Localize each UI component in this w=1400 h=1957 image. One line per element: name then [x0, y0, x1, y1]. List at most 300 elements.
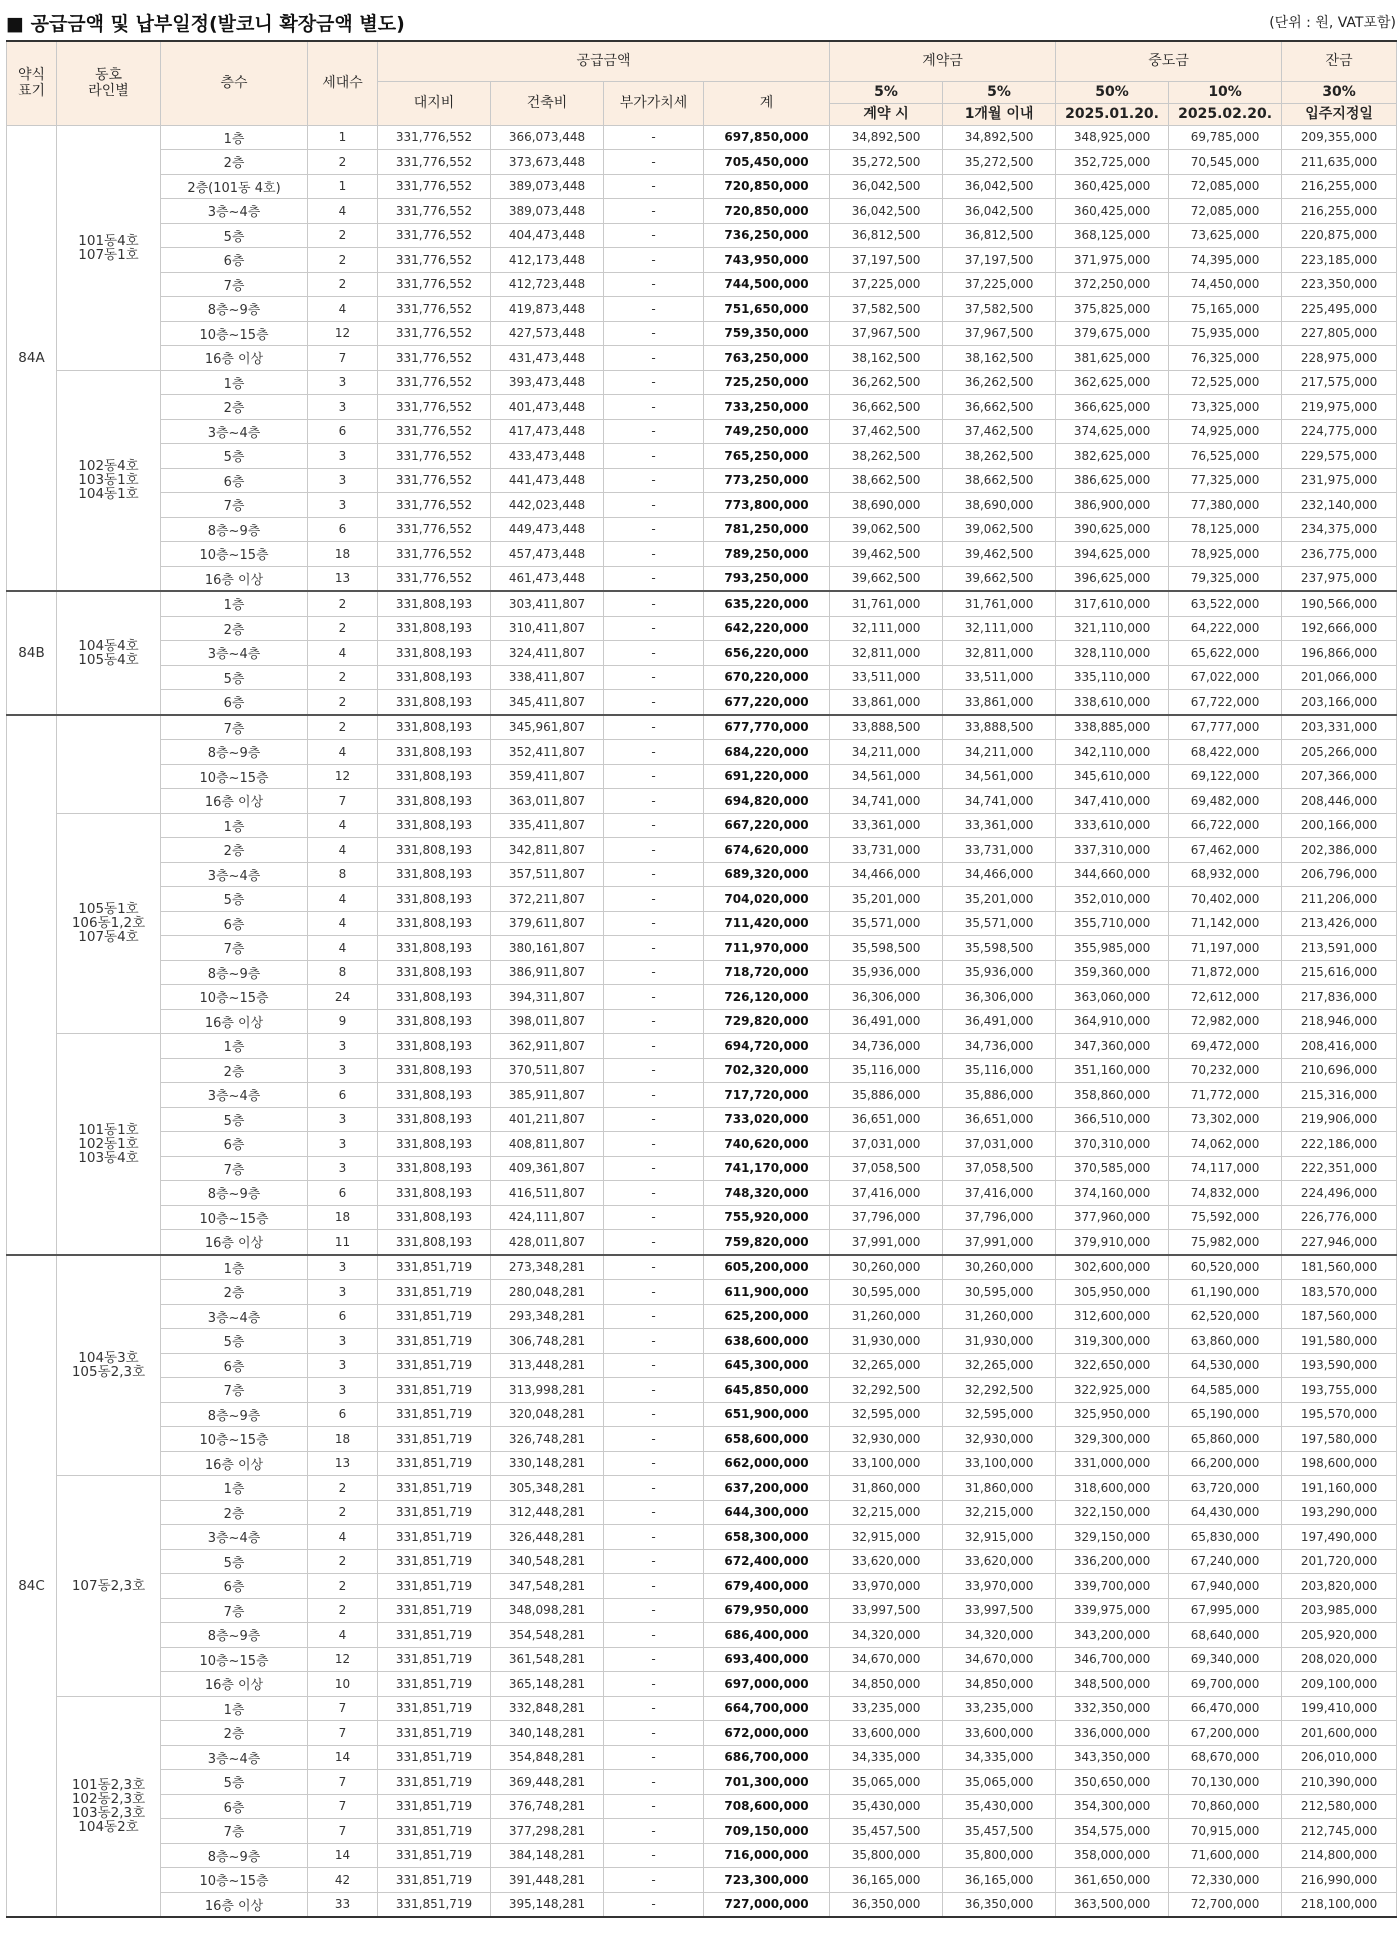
balance-cell: 203,820,000: [1282, 1574, 1397, 1599]
contract-1month-cell: 32,915,000: [943, 1525, 1056, 1550]
total-cell: 793,250,000: [704, 566, 830, 591]
table-row: [7, 1280, 1397, 1305]
contract-1month-cell: 36,812,500: [943, 223, 1056, 248]
land-cell: 331,808,193: [378, 985, 491, 1010]
interim-2-cell: 70,402,000: [1169, 887, 1282, 912]
total-cell: 755,920,000: [704, 1205, 830, 1230]
building-cell: 342,811,807: [491, 838, 604, 863]
units-cell: 4: [308, 911, 378, 936]
floor-cell: 2층: [161, 616, 308, 641]
contract-1month-cell: 31,260,000: [943, 1304, 1056, 1329]
interim-cell: 344,660,000: [1056, 862, 1169, 887]
interim-cell: 329,150,000: [1056, 1525, 1169, 1550]
total-cell: 702,320,000: [704, 1058, 830, 1083]
interim-cell: 371,975,000: [1056, 248, 1169, 273]
balance-cell: 222,351,000: [1282, 1156, 1397, 1181]
vat-cell: -: [604, 395, 704, 420]
total-cell: 727,000,000: [704, 1892, 830, 1917]
contract-cell: 39,662,500: [830, 566, 943, 591]
interim-cell: 386,900,000: [1056, 493, 1169, 518]
contract-1month-cell: 37,796,000: [943, 1205, 1056, 1230]
vat-cell: -: [604, 862, 704, 887]
vat-cell: -: [604, 641, 704, 666]
contract-cell: 33,361,000: [830, 813, 943, 838]
interim-2-cell: 67,995,000: [1169, 1598, 1282, 1623]
contract-1month-cell: 35,116,000: [943, 1058, 1056, 1083]
vat-cell: -: [604, 789, 704, 814]
vat-cell: -: [604, 690, 704, 715]
interim-cell: 396,625,000: [1056, 566, 1169, 591]
land-cell: 331,776,552: [378, 395, 491, 420]
land-cell: 331,851,719: [378, 1427, 491, 1452]
vat-cell: -: [604, 1304, 704, 1329]
floor-cell: 5층: [161, 1770, 308, 1795]
table-row: [7, 665, 1397, 690]
interim-cell: 348,925,000: [1056, 125, 1169, 150]
contract-1month-cell: 32,595,000: [943, 1402, 1056, 1427]
vat-cell: -: [604, 764, 704, 789]
interim-2-cell: 70,130,000: [1169, 1770, 1282, 1795]
balance-cell: 211,635,000: [1282, 150, 1397, 175]
total-cell: 741,170,000: [704, 1156, 830, 1181]
floor-cell: 16층 이상: [161, 1672, 308, 1697]
interim-2-cell: 78,925,000: [1169, 542, 1282, 567]
total-cell: 672,000,000: [704, 1721, 830, 1746]
header-balance: 잔금: [1282, 41, 1397, 81]
vat-cell: -: [604, 444, 704, 469]
building-cell: 332,848,281: [491, 1696, 604, 1721]
vat-cell: -: [604, 1009, 704, 1034]
interim-2-cell: 64,585,000: [1169, 1378, 1282, 1403]
total-cell: 645,850,000: [704, 1378, 830, 1403]
units-cell: 6: [308, 419, 378, 444]
table-row: [7, 1525, 1397, 1550]
total-cell: 689,320,000: [704, 862, 830, 887]
interim-2-cell: 68,670,000: [1169, 1745, 1282, 1770]
units-cell: 1: [308, 174, 378, 199]
interim-2-cell: 63,720,000: [1169, 1476, 1282, 1501]
land-cell: 331,851,719: [378, 1451, 491, 1476]
land-cell: 331,851,719: [378, 1353, 491, 1378]
interim-cell: 366,510,000: [1056, 1107, 1169, 1132]
contract-cell: 32,215,000: [830, 1500, 943, 1525]
table-row: [7, 838, 1397, 863]
building-cell: 385,911,807: [491, 1083, 604, 1108]
total-cell: 701,300,000: [704, 1770, 830, 1795]
total-cell: 733,250,000: [704, 395, 830, 420]
balance-cell: 234,375,000: [1282, 517, 1397, 542]
land-cell: 331,851,719: [378, 1280, 491, 1305]
building-cell: 305,348,281: [491, 1476, 604, 1501]
land-cell: 331,851,719: [378, 1770, 491, 1795]
contract-1month-cell: 36,306,000: [943, 985, 1056, 1010]
contract-cell: 37,031,000: [830, 1132, 943, 1157]
balance-cell: 212,745,000: [1282, 1819, 1397, 1844]
contract-1month-cell: 36,262,500: [943, 370, 1056, 395]
interim-cell: 319,300,000: [1056, 1329, 1169, 1354]
total-cell: 744,500,000: [704, 272, 830, 297]
balance-cell: 197,490,000: [1282, 1525, 1397, 1550]
header-line: 동호 라인별: [57, 41, 161, 125]
line-cell: 104동3호 105동2,3호: [57, 1255, 161, 1476]
header-pct: 5%: [830, 81, 943, 103]
line-cell: 102동4호 103동1호 104동1호: [57, 370, 161, 591]
floor-cell: 5층: [161, 223, 308, 248]
building-cell: 442,023,448: [491, 493, 604, 518]
contract-1month-cell: 31,761,000: [943, 591, 1056, 616]
contract-1month-cell: 36,042,500: [943, 174, 1056, 199]
interim-2-cell: 74,832,000: [1169, 1181, 1282, 1206]
floor-cell: 3층~4층: [161, 199, 308, 224]
units-cell: 3: [308, 1034, 378, 1059]
floor-cell: 2층(101동 4호): [161, 174, 308, 199]
units-cell: 2: [308, 715, 378, 740]
table-row: [7, 1647, 1397, 1672]
balance-cell: 228,975,000: [1282, 346, 1397, 371]
balance-cell: 209,100,000: [1282, 1672, 1397, 1697]
units-cell: 4: [308, 740, 378, 765]
contract-1month-cell: 34,736,000: [943, 1034, 1056, 1059]
floor-cell: 8층~9층: [161, 1402, 308, 1427]
balance-cell: 213,591,000: [1282, 936, 1397, 961]
vat-cell: -: [604, 936, 704, 961]
interim-cell: 374,160,000: [1056, 1181, 1169, 1206]
units-cell: 3: [308, 444, 378, 469]
contract-cell: 39,462,500: [830, 542, 943, 567]
interim-cell: 375,825,000: [1056, 297, 1169, 322]
total-cell: 726,120,000: [704, 985, 830, 1010]
building-cell: 326,448,281: [491, 1525, 604, 1550]
building-cell: 391,448,281: [491, 1868, 604, 1893]
contract-cell: 32,930,000: [830, 1427, 943, 1452]
balance-cell: 231,975,000: [1282, 468, 1397, 493]
building-cell: 354,548,281: [491, 1623, 604, 1648]
building-cell: 354,848,281: [491, 1745, 604, 1770]
table-row: [7, 1255, 1397, 1280]
table-row: [7, 1451, 1397, 1476]
line-cell: 105동1호 106동1,2호 107동4호: [57, 813, 161, 1034]
floor-cell: 2층: [161, 1721, 308, 1746]
land-cell: 331,776,552: [378, 566, 491, 591]
table-body: [7, 125, 1397, 1917]
floor-cell: 1층: [161, 370, 308, 395]
contract-1month-cell: 32,215,000: [943, 1500, 1056, 1525]
balance-cell: 210,390,000: [1282, 1770, 1397, 1795]
vat-cell: -: [604, 1280, 704, 1305]
contract-cell: 37,197,500: [830, 248, 943, 273]
building-cell: 280,048,281: [491, 1280, 604, 1305]
floor-cell: 16층 이상: [161, 1009, 308, 1034]
units-cell: 3: [308, 1280, 378, 1305]
floor-cell: 8층~9층: [161, 297, 308, 322]
contract-cell: 33,861,000: [830, 690, 943, 715]
land-cell: 331,808,193: [378, 838, 491, 863]
units-cell: 4: [308, 838, 378, 863]
contract-1month-cell: 35,571,000: [943, 911, 1056, 936]
floor-cell: 10층~15층: [161, 764, 308, 789]
contract-1month-cell: 37,582,500: [943, 297, 1056, 322]
interim-cell: 348,500,000: [1056, 1672, 1169, 1697]
contract-cell: 34,335,000: [830, 1745, 943, 1770]
interim-2-cell: 67,722,000: [1169, 690, 1282, 715]
type-cell: 84A: [7, 125, 57, 591]
interim-2-cell: 60,520,000: [1169, 1255, 1282, 1280]
table-row: [7, 1058, 1397, 1083]
vat-cell: -: [604, 272, 704, 297]
units-cell: 18: [308, 542, 378, 567]
interim-cell: 374,625,000: [1056, 419, 1169, 444]
land-cell: 331,808,193: [378, 1034, 491, 1059]
interim-2-cell: 69,122,000: [1169, 764, 1282, 789]
interim-cell: 337,310,000: [1056, 838, 1169, 863]
interim-cell: 346,700,000: [1056, 1647, 1169, 1672]
building-cell: 380,161,807: [491, 936, 604, 961]
contract-1month-cell: 32,292,500: [943, 1378, 1056, 1403]
contract-cell: 37,796,000: [830, 1205, 943, 1230]
interim-2-cell: 67,240,000: [1169, 1549, 1282, 1574]
table-row: [7, 1623, 1397, 1648]
units-cell: 4: [308, 297, 378, 322]
floor-cell: 10층~15층: [161, 985, 308, 1010]
balance-cell: 219,906,000: [1282, 1107, 1397, 1132]
total-cell: 686,700,000: [704, 1745, 830, 1770]
interim-cell: 381,625,000: [1056, 346, 1169, 371]
floor-cell: 5층: [161, 887, 308, 912]
contract-1month-cell: 38,690,000: [943, 493, 1056, 518]
header-pct: 10%: [1169, 81, 1282, 103]
building-cell: 363,011,807: [491, 789, 604, 814]
units-cell: 9: [308, 1009, 378, 1034]
interim-cell: 386,625,000: [1056, 468, 1169, 493]
interim-cell: 302,600,000: [1056, 1255, 1169, 1280]
land-cell: 331,808,193: [378, 960, 491, 985]
floor-cell: 8층~9층: [161, 1181, 308, 1206]
building-cell: 352,411,807: [491, 740, 604, 765]
contract-1month-cell: 35,065,000: [943, 1770, 1056, 1795]
land-cell: 331,776,552: [378, 444, 491, 469]
building-cell: 457,473,448: [491, 542, 604, 567]
vat-cell: -: [604, 665, 704, 690]
table-row: [7, 1819, 1397, 1844]
interim-cell: 338,885,000: [1056, 715, 1169, 740]
balance-cell: 225,495,000: [1282, 297, 1397, 322]
table-row: [7, 1500, 1397, 1525]
interim-2-cell: 69,472,000: [1169, 1034, 1282, 1059]
balance-cell: 218,100,000: [1282, 1892, 1397, 1917]
table-row: [7, 370, 1397, 395]
total-cell: 763,250,000: [704, 346, 830, 371]
interim-2-cell: 67,022,000: [1169, 665, 1282, 690]
contract-cell: 36,491,000: [830, 1009, 943, 1034]
balance-cell: 223,185,000: [1282, 248, 1397, 273]
units-cell: 3: [308, 1353, 378, 1378]
balance-cell: 216,990,000: [1282, 1868, 1397, 1893]
units-cell: 4: [308, 199, 378, 224]
building-cell: 412,173,448: [491, 248, 604, 273]
building-cell: 461,473,448: [491, 566, 604, 591]
contract-cell: 37,058,500: [830, 1156, 943, 1181]
header-timing: 2025.02.20.: [1169, 103, 1282, 125]
contract-cell: 34,561,000: [830, 764, 943, 789]
interim-cell: 343,200,000: [1056, 1623, 1169, 1648]
balance-cell: 203,331,000: [1282, 715, 1397, 740]
interim-2-cell: 78,125,000: [1169, 517, 1282, 542]
interim-2-cell: 67,940,000: [1169, 1574, 1282, 1599]
total-cell: 736,250,000: [704, 223, 830, 248]
floor-cell: 2층: [161, 1500, 308, 1525]
land-cell: 331,808,193: [378, 740, 491, 765]
land-cell: 331,851,719: [378, 1476, 491, 1501]
interim-2-cell: 70,915,000: [1169, 1819, 1282, 1844]
total-cell: 637,200,000: [704, 1476, 830, 1501]
contract-cell: 35,201,000: [830, 887, 943, 912]
contract-cell: 36,812,500: [830, 223, 943, 248]
interim-2-cell: 68,422,000: [1169, 740, 1282, 765]
floor-cell: 16층 이상: [161, 1892, 308, 1917]
total-cell: 733,020,000: [704, 1107, 830, 1132]
land-cell: 331,851,719: [378, 1672, 491, 1697]
balance-cell: 206,796,000: [1282, 862, 1397, 887]
interim-2-cell: 65,622,000: [1169, 641, 1282, 666]
vat-cell: -: [604, 346, 704, 371]
building-cell: 389,073,448: [491, 199, 604, 224]
units-cell: 7: [308, 789, 378, 814]
contract-cell: 33,970,000: [830, 1574, 943, 1599]
land-cell: 331,851,719: [378, 1868, 491, 1893]
table-row: [7, 1230, 1397, 1255]
table-row: [7, 1132, 1397, 1157]
total-cell: 670,220,000: [704, 665, 830, 690]
interim-2-cell: 73,325,000: [1169, 395, 1282, 420]
land-cell: 331,808,193: [378, 591, 491, 616]
total-cell: 759,350,000: [704, 321, 830, 346]
floor-cell: 1층: [161, 813, 308, 838]
contract-cell: 38,662,500: [830, 468, 943, 493]
balance-cell: 197,580,000: [1282, 1427, 1397, 1452]
building-cell: 379,611,807: [491, 911, 604, 936]
total-cell: 605,200,000: [704, 1255, 830, 1280]
vat-cell: -: [604, 1500, 704, 1525]
interim-cell: 343,350,000: [1056, 1745, 1169, 1770]
units-cell: 4: [308, 1623, 378, 1648]
floor-cell: 7층: [161, 493, 308, 518]
land-cell: 331,776,552: [378, 419, 491, 444]
balance-cell: 208,446,000: [1282, 789, 1397, 814]
building-cell: 340,548,281: [491, 1549, 604, 1574]
floor-cell: 6층: [161, 1132, 308, 1157]
contract-cell: 33,600,000: [830, 1721, 943, 1746]
units-cell: 2: [308, 1476, 378, 1501]
floor-cell: 3층~4층: [161, 1525, 308, 1550]
building-cell: 273,348,281: [491, 1255, 604, 1280]
floor-cell: 5층: [161, 665, 308, 690]
contract-cell: 34,741,000: [830, 789, 943, 814]
vat-cell: -: [604, 1623, 704, 1648]
interim-2-cell: 67,200,000: [1169, 1721, 1282, 1746]
line-cell: 101동2,3호 102동2,3호 103동2,3호 104동2호: [57, 1696, 161, 1917]
vat-cell: -: [604, 1892, 704, 1917]
interim-2-cell: 72,330,000: [1169, 1868, 1282, 1893]
interim-2-cell: 65,830,000: [1169, 1525, 1282, 1550]
balance-cell: 191,580,000: [1282, 1329, 1397, 1354]
table-row: [7, 813, 1397, 838]
building-cell: 389,073,448: [491, 174, 604, 199]
interim-cell: 335,110,000: [1056, 665, 1169, 690]
balance-cell: 203,985,000: [1282, 1598, 1397, 1623]
interim-cell: 339,975,000: [1056, 1598, 1169, 1623]
vat-cell: -: [604, 1647, 704, 1672]
total-cell: 751,650,000: [704, 297, 830, 322]
table-row: [7, 199, 1397, 224]
interim-cell: 351,160,000: [1056, 1058, 1169, 1083]
total-cell: 697,850,000: [704, 125, 830, 150]
contract-cell: 35,272,500: [830, 150, 943, 175]
contract-1month-cell: 33,861,000: [943, 690, 1056, 715]
contract-cell: 32,265,000: [830, 1353, 943, 1378]
interim-cell: 362,625,000: [1056, 370, 1169, 395]
balance-cell: 201,600,000: [1282, 1721, 1397, 1746]
units-cell: 12: [308, 1647, 378, 1672]
total-cell: 723,300,000: [704, 1868, 830, 1893]
land-cell: 331,776,552: [378, 468, 491, 493]
contract-cell: 33,511,000: [830, 665, 943, 690]
interim-cell: 312,600,000: [1056, 1304, 1169, 1329]
contract-1month-cell: 37,031,000: [943, 1132, 1056, 1157]
table-row: [7, 297, 1397, 322]
floor-cell: 7층: [161, 1378, 308, 1403]
units-cell: 33: [308, 1892, 378, 1917]
total-cell: 704,020,000: [704, 887, 830, 912]
interim-cell: 350,650,000: [1056, 1770, 1169, 1795]
balance-cell: 210,696,000: [1282, 1058, 1397, 1083]
contract-1month-cell: 37,462,500: [943, 419, 1056, 444]
interim-cell: 352,725,000: [1056, 150, 1169, 175]
interim-cell: 372,250,000: [1056, 272, 1169, 297]
interim-2-cell: 67,462,000: [1169, 838, 1282, 863]
balance-cell: 227,946,000: [1282, 1230, 1397, 1255]
units-cell: 18: [308, 1205, 378, 1230]
header-contract: 계약금: [830, 41, 1056, 81]
building-cell: 306,748,281: [491, 1329, 604, 1354]
building-cell: 372,211,807: [491, 887, 604, 912]
floor-cell: 6층: [161, 1353, 308, 1378]
contract-1month-cell: 36,651,000: [943, 1107, 1056, 1132]
building-cell: 365,148,281: [491, 1672, 604, 1697]
floor-cell: 7층: [161, 1819, 308, 1844]
land-cell: 331,851,719: [378, 1721, 491, 1746]
contract-cell: 36,042,500: [830, 174, 943, 199]
table-row: [7, 1721, 1397, 1746]
total-cell: 656,220,000: [704, 641, 830, 666]
building-cell: 441,473,448: [491, 468, 604, 493]
building-cell: 394,311,807: [491, 985, 604, 1010]
land-cell: 331,776,552: [378, 223, 491, 248]
contract-1month-cell: 33,235,000: [943, 1696, 1056, 1721]
balance-cell: 226,776,000: [1282, 1205, 1397, 1230]
building-cell: 312,448,281: [491, 1500, 604, 1525]
header-type: 약식 표기: [7, 41, 57, 125]
land-cell: 331,776,552: [378, 199, 491, 224]
vat-cell: -: [604, 813, 704, 838]
land-cell: 331,808,193: [378, 1058, 491, 1083]
vat-cell: -: [604, 1083, 704, 1108]
line-cell: 101동1호 102동1호 103동4호: [57, 1034, 161, 1255]
building-cell: 369,448,281: [491, 1770, 604, 1795]
interim-2-cell: 74,925,000: [1169, 419, 1282, 444]
units-cell: 12: [308, 764, 378, 789]
building-cell: 428,011,807: [491, 1230, 604, 1255]
contract-cell: 34,850,000: [830, 1672, 943, 1697]
